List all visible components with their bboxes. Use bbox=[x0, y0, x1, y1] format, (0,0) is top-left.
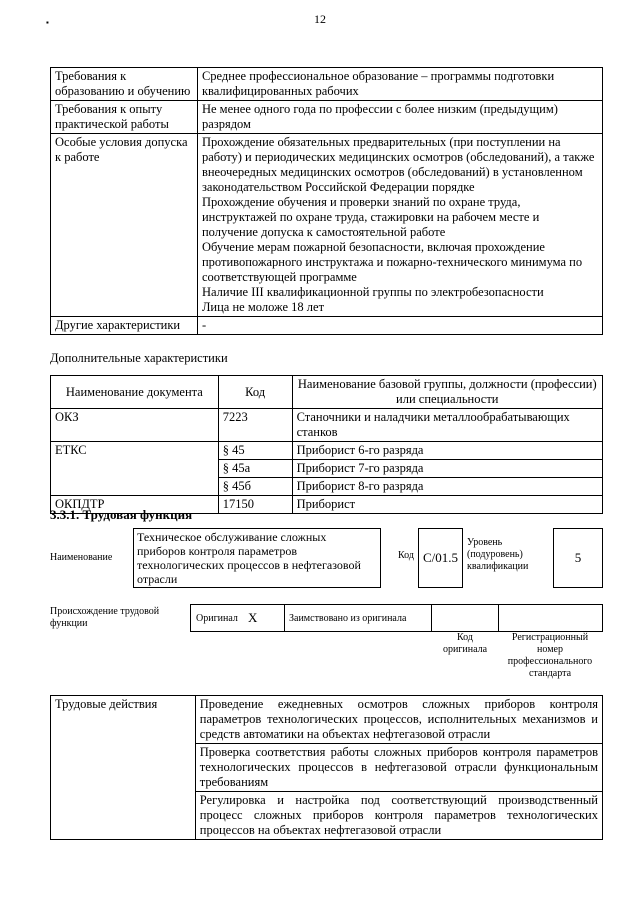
action-item: Проверка соответствия работы сложных приборов контроля параметров технологических процессов в нефтегазовой отрасли функциональным требованиям bbox=[195, 744, 602, 792]
actions-label: Трудовые действия bbox=[51, 696, 196, 840]
name-cell: Приборист 8-го разряда bbox=[292, 478, 602, 496]
req-line: Среднее профессиональное образование – программы подготовки квалифицированных рабочих bbox=[201, 69, 555, 98]
column-header: Код bbox=[218, 376, 292, 409]
req-value bbox=[197, 101, 602, 134]
table-header-row bbox=[51, 376, 603, 409]
function-name: Техническое обслуживание сложных приборов контроля параметров технологических процессов в нефтегазовой отрасли bbox=[137, 530, 361, 586]
code-cell: § 45а bbox=[218, 460, 292, 478]
documents-table bbox=[50, 375, 603, 514]
table-row bbox=[51, 409, 603, 442]
req-label: Требования к опыту практической работы bbox=[51, 101, 198, 134]
code-label: Код bbox=[398, 550, 414, 561]
requirements-table bbox=[50, 67, 603, 335]
action-item: Проведение ежедневных осмотров сложных приборов контроля параметров технологических процессов, исполнительных механизмов и средств автоматики на объектах нефтегазовой отрасли bbox=[195, 696, 602, 744]
level-box bbox=[553, 528, 603, 588]
name-cell: Приборист bbox=[292, 496, 602, 514]
orig-code-caption: Код оригинала bbox=[442, 632, 488, 655]
req-value bbox=[197, 134, 602, 317]
req-line: Лица не моложе 18 лет bbox=[201, 300, 325, 314]
scan-mark: ▪ bbox=[46, 18, 49, 27]
level-value: 5 bbox=[574, 550, 582, 565]
req-line: Прохождение обучения и проверки знаний по охране труда, инструктажей по охране труда, стажировки на рабочем месте и получение допуска к самостоятельной работе bbox=[201, 195, 540, 239]
code-cell: § 45 bbox=[218, 442, 292, 460]
original-label: Оригинал bbox=[196, 613, 238, 624]
column-header: Наименование документа bbox=[51, 376, 219, 409]
table-row bbox=[51, 317, 603, 335]
name-cell: Приборист 7-го разряда bbox=[292, 460, 602, 478]
additional-title: Дополнительные характеристики bbox=[50, 351, 228, 365]
req-value bbox=[197, 68, 602, 101]
function-code: C/01.5 bbox=[422, 550, 459, 565]
doc-cell: ЕТКС bbox=[51, 442, 219, 496]
table-row bbox=[51, 134, 603, 317]
req-line: Не менее одного года по профессии с более низким (предыдущим) разрядом bbox=[201, 102, 558, 131]
code-cell: § 45б bbox=[218, 478, 292, 496]
req-line: Обучение мерам пожарной безопасности, включая прохождение противопожарного инструктажа и пожарно-технического минимума по соответствующей программе bbox=[201, 240, 583, 284]
function-name-box bbox=[133, 528, 381, 588]
req-line: Наличие III квалификационной группы по электробезопасности bbox=[201, 285, 544, 299]
function-code-box bbox=[418, 528, 463, 588]
code-cell: 17150 bbox=[218, 496, 292, 514]
req-label: Особые условия допуска к работе bbox=[51, 134, 198, 317]
doc-cell: ОКЗ bbox=[51, 409, 219, 442]
borrowed-label: Заимствовано из оригинала bbox=[289, 613, 407, 624]
req-line: - bbox=[201, 318, 207, 332]
page-number: 12 bbox=[314, 12, 326, 26]
column-header: Наименование базовой группы, должности (профессии) или специальности bbox=[292, 376, 602, 409]
req-line: Прохождение обязательных предварительных (при поступлении на работу) и периодических медицинских осмотров (обследований), а также внеочередных медицинских осмотров (обследований) в установленном законодательством Российской Федерации порядке bbox=[201, 135, 595, 194]
section-heading: 3.3.1. Трудовая функция bbox=[50, 507, 193, 522]
level-label: Уровень (подуровень) квалификации bbox=[467, 537, 529, 572]
origin-label: Происхождение трудовой функции bbox=[50, 606, 160, 629]
table-row bbox=[51, 68, 603, 101]
req-label: Другие характеристики bbox=[51, 317, 198, 335]
req-label: Требования к образованию и обучению bbox=[51, 68, 198, 101]
table-row bbox=[51, 696, 603, 744]
original-mark: X bbox=[248, 610, 258, 625]
actions-table bbox=[50, 695, 603, 840]
origin-row bbox=[190, 604, 603, 632]
table-row bbox=[51, 442, 603, 460]
req-value bbox=[197, 317, 602, 335]
action-item: Регулировка и настройка под соответствующий производственный процесс сложных приборов контроля параметров технологических процессов на объектах нефтегазовой отрасли bbox=[195, 792, 602, 840]
name-label: Наименование bbox=[50, 552, 113, 563]
name-cell: Станочники и наладчики металлообрабатывающих станков bbox=[292, 409, 602, 442]
table-row bbox=[51, 101, 603, 134]
reg-number-caption: Регистрационный номер профессионального стандарта bbox=[507, 632, 593, 679]
code-cell: 7223 bbox=[218, 409, 292, 442]
name-cell: Приборист 6-го разряда bbox=[292, 442, 602, 460]
doc-cell: ОКПДТР bbox=[51, 496, 219, 514]
